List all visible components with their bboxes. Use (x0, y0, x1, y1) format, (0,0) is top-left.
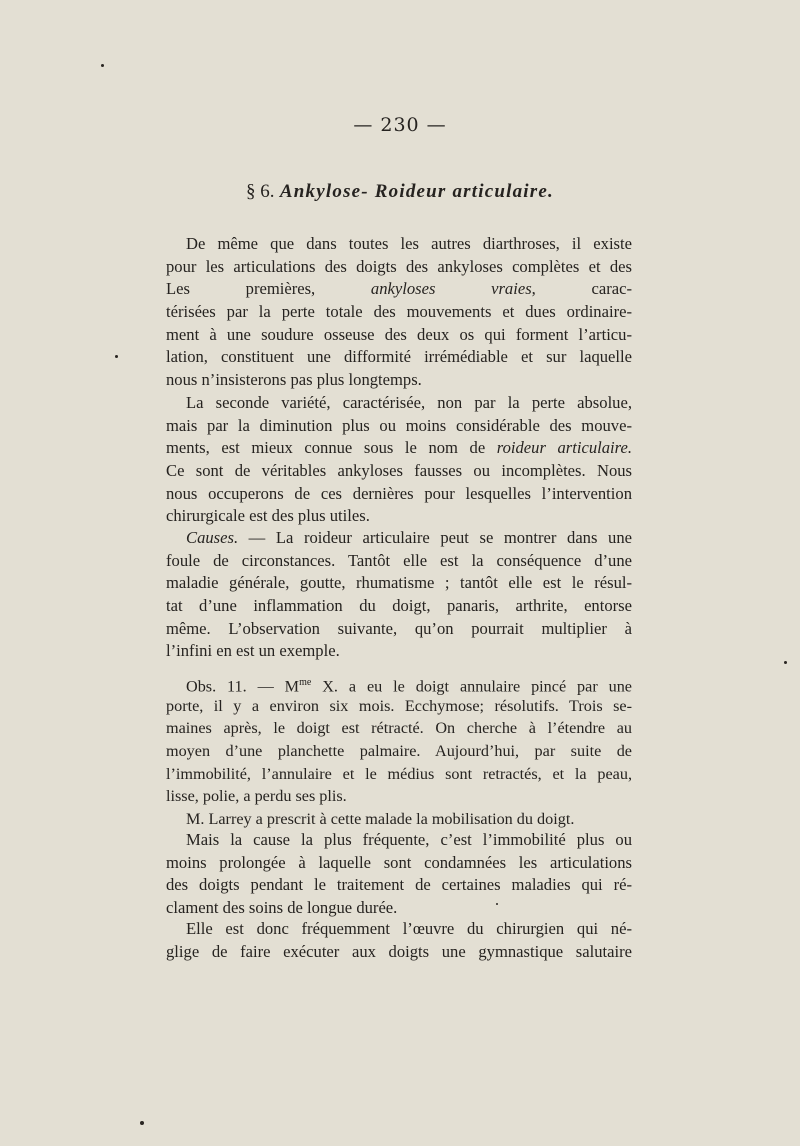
italic-term: ankyloses vraies (370, 279, 532, 299)
text-line: maines après, le doigt est rétracté. On cherche à l’étendre au (166, 719, 632, 738)
text-line: l’immobilité, l’annulaire et le médius sont retractés, et la peau, (166, 764, 632, 783)
text-line: tat d’une inflammation du doigt, panaris, arthrite, entorse (166, 596, 632, 616)
text-line: Ce sont de véritables ankyloses fausses ou incomplètes. Nous (166, 461, 632, 481)
ink-speck (115, 355, 118, 358)
text-line: foule de circonstances. Tantôt elle est la conséquence d’une (166, 550, 632, 570)
text-line: clament des soins de longue durée. (166, 898, 398, 918)
paragraph-roideur (166, 392, 632, 528)
text-line: lisse, polie, a perdu ses plis. (166, 787, 347, 806)
section-title: Ankylose- Roideur articulaire. (279, 181, 554, 202)
section-number: § 6. (246, 181, 275, 202)
text-line: térisées par la perte totale des mouvements et dues ordinaire- (166, 302, 632, 322)
ink-speck (496, 903, 498, 905)
text-line: même. L’observation suivante, qu’on pourrait multiplier à (166, 618, 632, 638)
paragraph-immobilite (166, 829, 632, 920)
text-line: mais par la diminution plus ou moins considérable des mouve- (166, 415, 632, 435)
text-line: moyen d’une planchette palmaire. Aujourd’hui, par suite de (166, 742, 632, 761)
text-line: glige de faire exécuter aux doigts une gymnastique salutaire (166, 941, 632, 961)
text-line: Causes. — La roideur articulaire peut se montrer dans une (186, 528, 632, 547)
text-line: maladie générale, goutte, rhumatisme ; tantôt elle est le résul- (166, 573, 632, 593)
text-line: De même que dans toutes les autres diarthroses, il existe (186, 234, 632, 253)
text-line: ments, est mieux connue sous le nom de roideur articulaire. (166, 438, 633, 458)
text-line: des doigts pendant le traitement de certaines maladies qui ré- (166, 875, 632, 895)
text-line: nous n’insisterons pas plus longtemps. (166, 370, 422, 390)
text-line: M. Larrey a prescrit à cette malade la mobilisation du doigt. (186, 810, 575, 829)
text-line: porte, il y a environ six mois. Ecchymose; résolutifs. Trois se- (166, 696, 632, 715)
text-line: La seconde variété, caractérisée, non par la perte absolue, (186, 393, 632, 412)
text-line: moins prolongée à laquelle sont condamnées les articulations (166, 852, 632, 872)
paragraph-observation (166, 672, 632, 831)
ink-speck (784, 661, 787, 664)
ink-speck (101, 64, 104, 67)
text-line: Obs. 11. — $M^{me}$ X. a eu le doigt annulaire pincé par une (186, 677, 632, 696)
italic-term: roideur articulaire. (496, 438, 633, 458)
section-heading (0, 181, 800, 203)
text-line: lation, constituent une difformité irrémédiable et sur laquelle (166, 347, 632, 367)
paragraph-causes (166, 527, 632, 663)
text-line: Mais la cause la plus fréquente, c’est l’immobilité plus ou (186, 830, 632, 849)
text-line: Elle est donc fréquemment l’œuvre du chirurgien qui né- (186, 919, 632, 938)
text-line: chirurgicale est des plus utiles. (166, 506, 370, 526)
text-line: pour les articulations des doigts des ankyloses complètes et des (166, 256, 632, 276)
text-line: Les premières, ankyloses vraies, carac- (166, 279, 633, 299)
text-line: l’infini en est un exemple. (166, 641, 340, 661)
text-line: nous occuperons de ces dernières pour lesquelles l’intervention (166, 483, 632, 503)
text-line: ment à une soudure osseuse des deux os qui forment l’articu- (166, 324, 632, 344)
italic-term: Causes. (186, 528, 239, 547)
paragraph-chirurgien (166, 918, 632, 963)
paragraph-ankyloses-intro (166, 233, 632, 392)
ink-speck (140, 1121, 144, 1125)
page-number: — 230 — (353, 114, 447, 136)
